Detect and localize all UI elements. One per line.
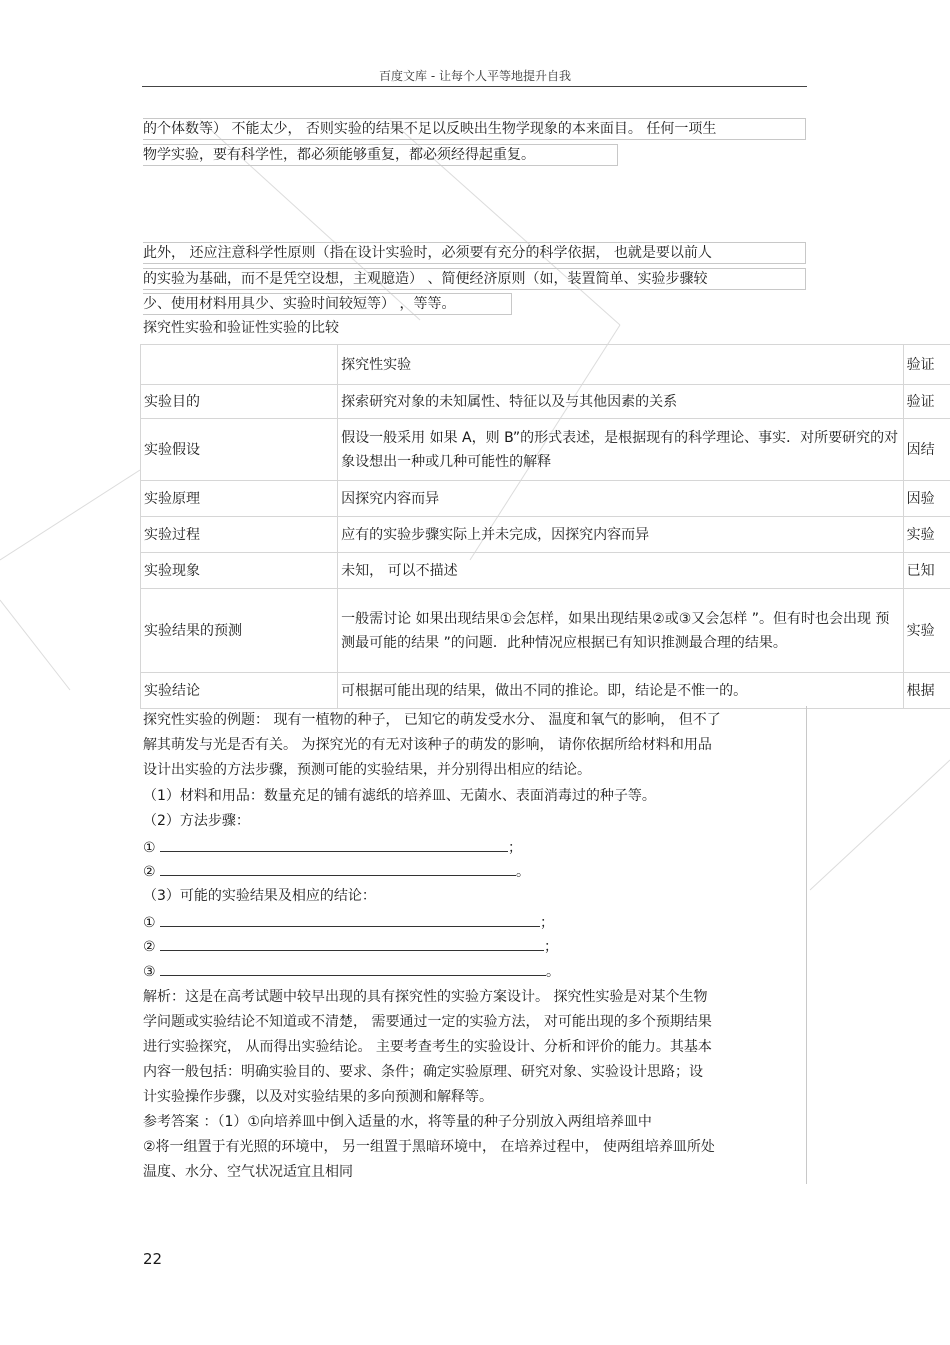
result-blank-2 [143, 936, 558, 957]
blank-end: ； [540, 915, 555, 931]
row-label: 实验假设 [141, 419, 338, 481]
table-row [141, 589, 950, 673]
row-exploratory-cell: 应有的实验步骤实际上并未完成，因探究内容而异 [338, 517, 904, 553]
analysis-line-1: 解析：这是在高考试题中较早出现的具有探究性的实验方案设计。 探究性实验是对某个生物 [143, 989, 708, 1005]
materials-line: （1）材料和用品：数量充足的铺有滤纸的培养皿、无菌水、表面消毒过的种子等。 [143, 788, 656, 804]
principles-line-2: 的实验为基础，而不是凭空设想，主观臆造） 、简便经济原则（如，装置简单、实验步骤较 [143, 268, 806, 290]
results-heading: （3）可能的实验结果及相应的结论： [143, 888, 376, 904]
example-line-3: 设计出实验的方法步骤，预测可能的实验结果，并分别得出相应的结论。 [143, 762, 591, 778]
analysis-line-5: 计实验操作步骤，以及对实验结果的多向预测和解释等。 [143, 1089, 493, 1105]
row-exploratory-cell: 假设一般采用 如果 A，则 B”的形式表述，是根据现有的科学理论、事实．对所要研究的对象设想出一种或几种可能性的解释 [338, 419, 904, 481]
intro-line-2: 物学实验，要有科学性，都必须能够重复，都必须经得起重复。 [143, 144, 618, 166]
row-verification-cell: 根据 [903, 673, 950, 709]
answer-blank [160, 912, 540, 927]
table-title: 探究性实验和验证性实验的比较 [143, 320, 339, 336]
row-verification-cell: 验证 [903, 385, 950, 419]
comparison-table [140, 344, 950, 709]
principles-line-1: 此外， 还应注意科学性原则（指在设计实验时，必须要有充分的科学依据， 也就是要以前人 [143, 242, 806, 264]
answer-line-2: ②将一组置于有光照的环境中， 另一组置于黑暗环境中， 在培养过程中， 使两组培养皿所处 [143, 1139, 715, 1155]
row-exploratory-cell: 探索研究对象的未知属性、特征以及与其他因素的关系 [338, 385, 904, 419]
analysis-line-2: 学问题或实验结论不知道或不清楚， 需要通过一定的实验方法， 对可能出现的多个预期结果 [143, 1014, 712, 1030]
answer-blank [160, 936, 544, 951]
blank-end: 。 [516, 864, 531, 880]
table-row [141, 553, 950, 589]
row-verification-cell: 实验 [903, 589, 950, 673]
result-blank-1 [143, 912, 554, 933]
header-cell-exploratory: 探究性实验 [338, 345, 904, 385]
blank-end: ； [544, 939, 559, 955]
principles-line-3: 少、使用材料用具少、实验时间较短等） ，等等。 [143, 293, 512, 315]
blank-marker: ② [143, 864, 156, 880]
answer-blank [160, 861, 516, 876]
row-verification-cell: 已知 [903, 553, 950, 589]
row-verification-cell: 因结 [903, 419, 950, 481]
table-row [141, 673, 950, 709]
table-row [141, 481, 950, 517]
blank-marker: ① [143, 840, 156, 856]
table-row [141, 517, 950, 553]
answer-blank [160, 837, 508, 852]
example-line-1: 探究性实验的例题： 现有一植物的种子， 已知它的萌发受水分、 温度和氧气的影响， 但不了 [143, 712, 721, 728]
row-exploratory-cell: 因探究内容而异 [338, 481, 904, 517]
blank-marker: ① [143, 915, 156, 931]
analysis-line-4: 内容一般包括：明确实验目的、要求、条件；确定实验原理、研究对象、实验设计思路；设 [143, 1064, 703, 1080]
page-header: 百度文库 - 让每个人平等地提升自我 [379, 69, 571, 83]
method-heading: （2）方法步骤： [143, 813, 250, 829]
analysis-line-3: 进行实验探究， 从而得出实验结论。 主要考查考生的实验设计、分析和评价的能力。其基本 [143, 1039, 712, 1055]
table-header-row [141, 345, 950, 385]
header-cell-verification: 验证 [903, 345, 950, 385]
row-verification-cell: 实验 [903, 517, 950, 553]
table-row [141, 419, 950, 481]
row-verification-cell: 因验 [903, 481, 950, 517]
header-rule [142, 86, 807, 87]
blank-end: 。 [546, 964, 561, 980]
method-blank-2 [143, 861, 530, 882]
row-exploratory-cell: 可根据可能出现的结果，做出不同的推论。即，结论是不惟一的。 [338, 673, 904, 709]
result-blank-3 [143, 961, 560, 982]
row-exploratory-cell: 未知， 可以不描述 [338, 553, 904, 589]
page-number: 22 [143, 1250, 163, 1268]
header-cell-empty [141, 345, 338, 385]
row-label: 实验结果的预测 [141, 589, 338, 673]
row-label: 实验结论 [141, 673, 338, 709]
method-blank-1 [143, 837, 522, 858]
answer-line-3: 温度、水分、空气状况适宜且相同 [143, 1164, 353, 1180]
answer-line-1: 参考答案 ：（1）①向培养皿中倒入适量的水，将等量的种子分别放入两组培养皿中 [143, 1114, 652, 1130]
blank-end: ； [508, 840, 523, 856]
row-label: 实验目的 [141, 385, 338, 419]
row-label: 实验现象 [141, 553, 338, 589]
table-row [141, 385, 950, 419]
blank-marker: ③ [143, 964, 156, 980]
blank-marker: ② [143, 939, 156, 955]
example-line-2: 解其萌发与光是否有关。 为探究光的有无对该种子的萌发的影响， 请你依据所给材料和用品 [143, 737, 712, 753]
block-right-border [806, 706, 807, 1184]
row-label: 实验原理 [141, 481, 338, 517]
intro-line-1: 的个体数等） 不能太少， 否则实验的结果不足以反映出生物学现象的本来面目。 任何一项生 [143, 118, 806, 140]
row-label: 实验过程 [141, 517, 338, 553]
answer-blank [160, 961, 546, 976]
row-exploratory-cell: 一般需讨论 如果出现结果①会怎样，如果出现结果②或③又会怎样 ”。但有时也会出现 预测最可能的结果 ”的问题．此种情况应根据已有知识推测最合理的结果。 [338, 589, 904, 673]
